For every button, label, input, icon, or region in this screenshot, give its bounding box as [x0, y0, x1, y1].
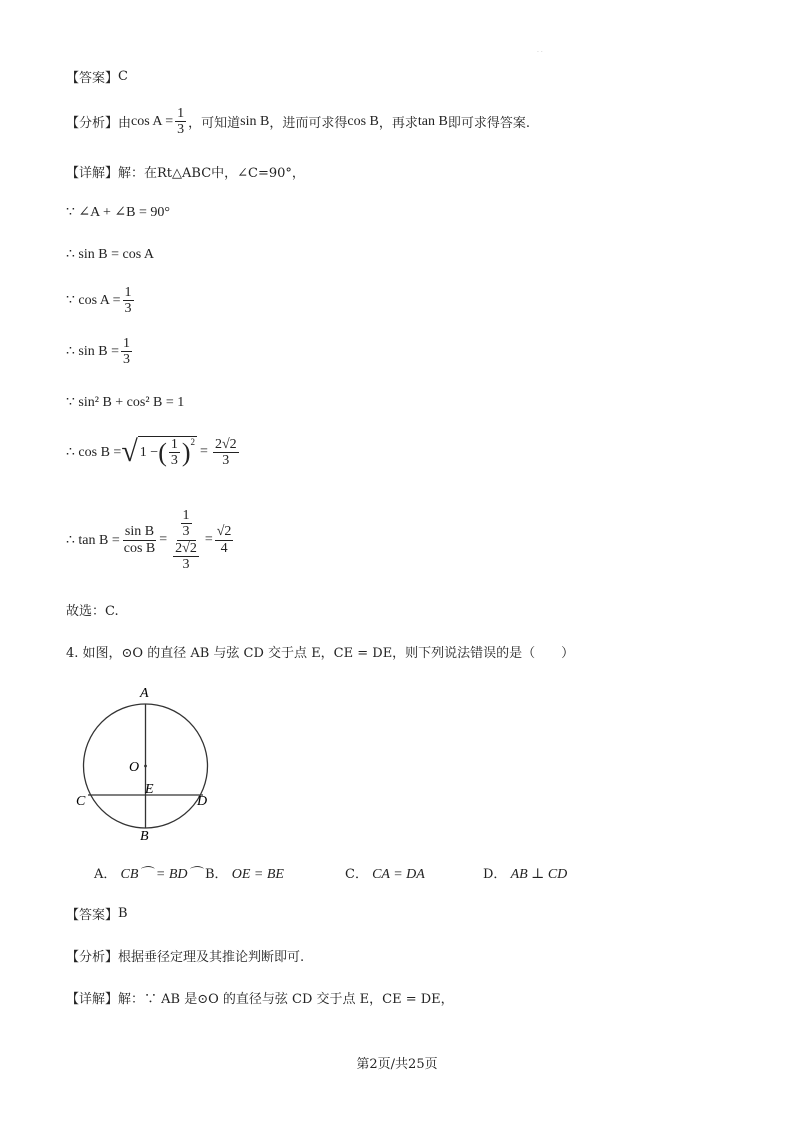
exponent: 2	[190, 437, 196, 447]
option-text: AB ⊥ CD	[510, 867, 568, 882]
math-cosB: cos B	[347, 113, 379, 129]
label-o: O	[129, 760, 140, 775]
square-root	[121, 436, 197, 469]
denominator	[169, 541, 203, 573]
option-b	[205, 863, 284, 883]
faint-mark: · ·	[537, 49, 543, 56]
answer-label: 【答案】	[66, 908, 119, 923]
fraction	[169, 437, 180, 469]
denominator: 3	[182, 524, 190, 540]
fraction	[173, 541, 199, 573]
denominator: 3	[222, 452, 230, 468]
step-5: ∵ sin² B + cos² B = 1	[66, 395, 185, 410]
detail-label: 【详解】	[66, 166, 119, 181]
math-cosA: cos A =	[131, 113, 174, 129]
fraction	[181, 508, 192, 540]
paren-left: (	[158, 437, 167, 467]
fraction	[213, 437, 239, 469]
detail-text: 解：∵ AB 是⊙O 的直径与弦 CD 交于点 E，CE = DE，	[118, 992, 454, 1007]
option-text: OE = BE	[231, 867, 284, 882]
center-point	[144, 765, 147, 768]
denominator: 3	[170, 453, 178, 469]
fraction	[121, 336, 132, 368]
step-lhs: ∴ cos B =	[66, 444, 122, 460]
q3-answer	[66, 67, 128, 86]
analysis-text: ，可知道	[188, 116, 241, 132]
q3-conclusion: 故选：C.	[66, 604, 119, 619]
denominator: 3	[177, 122, 185, 138]
answer-label: 【答案】	[66, 71, 119, 86]
analysis-text: ，进而可求得	[269, 116, 348, 132]
numerator: 1	[170, 437, 178, 452]
denominator: 3	[122, 352, 130, 368]
q4-question: 4. 如图，⊙O 的直径 AB 与弦 CD 交于点 E，CE = DE，则下列说法错误的是（ ）	[66, 646, 575, 661]
fraction	[215, 524, 234, 556]
option-key: A．	[94, 867, 117, 882]
q3-analysis	[66, 106, 530, 138]
analysis-text: ，再求	[378, 116, 418, 132]
equals: =	[204, 532, 213, 548]
numerator: 2√2	[214, 436, 237, 452]
step-6	[66, 436, 241, 469]
step-3	[66, 285, 136, 317]
step-lhs: ∴ tan B =	[66, 532, 120, 548]
q3-detail	[66, 162, 305, 181]
label-c: C	[76, 794, 86, 809]
equals: =	[200, 444, 208, 460]
detail-text: 解：在Rt△ABC中，∠C=90°，	[118, 166, 305, 181]
denominator: 3	[124, 301, 132, 317]
q4-detail	[66, 988, 454, 1007]
label-b: B	[140, 829, 149, 840]
answer-value: B	[118, 906, 128, 921]
step-lhs: ∴ sin B =	[66, 344, 119, 360]
denominator: 4	[220, 540, 228, 556]
detail-label: 【详解】	[66, 992, 119, 1007]
analysis-label: 【分析】	[66, 116, 119, 132]
answer-value: C	[118, 69, 128, 84]
option-a	[94, 863, 202, 883]
analysis-label: 【分析】	[66, 950, 119, 965]
option-text: CB⌒ = BD⌒	[120, 867, 202, 882]
option-d	[483, 863, 567, 883]
numerator: 1	[182, 508, 190, 523]
compound-fraction	[169, 508, 203, 573]
page-footer: 第2页/共25页	[356, 1057, 438, 1072]
radicand	[138, 436, 197, 469]
option-key: B．	[205, 867, 228, 882]
step-lhs: ∵ cos A =	[66, 293, 121, 309]
step-4	[66, 336, 134, 368]
q4-analysis	[66, 946, 304, 965]
radicand-term: 1 −	[139, 444, 159, 460]
numerator	[177, 508, 196, 541]
numerator: 1	[177, 106, 185, 121]
radical-sign-icon: √	[121, 435, 138, 469]
q4-answer	[66, 904, 128, 923]
numerator: 1	[122, 336, 130, 351]
step-1: ∵ ∠A + ∠B = 90°	[66, 205, 170, 220]
step-7	[66, 508, 235, 573]
option-text: CA = DA	[372, 867, 425, 882]
numerator: 1	[124, 285, 132, 300]
label-a: A	[140, 686, 149, 701]
fraction	[122, 524, 158, 556]
option-c	[345, 863, 425, 883]
fraction	[123, 285, 134, 317]
numerator: 2√2	[175, 540, 197, 556]
equals: =	[159, 532, 168, 548]
step-2: ∴ sin B = cos A	[66, 247, 154, 262]
denominator: cos B	[123, 540, 156, 556]
fraction	[175, 106, 186, 138]
analysis-text: 根据垂径定理及其推论判断即可.	[118, 950, 305, 965]
denominator: 3	[182, 557, 190, 573]
option-key: C．	[345, 867, 368, 882]
circle-diagram	[72, 680, 222, 840]
numerator: √2	[216, 524, 232, 540]
label-d: D	[197, 794, 208, 809]
numerator: sin B	[124, 524, 155, 540]
option-key: D．	[483, 867, 507, 882]
math-sinB: sin B	[240, 113, 270, 129]
analysis-text: 即可求得答案.	[447, 116, 530, 132]
paren-right: )	[181, 437, 191, 467]
math-tanB: tan B	[417, 113, 448, 129]
label-e: E	[145, 782, 154, 797]
analysis-pre: 由	[118, 116, 132, 132]
